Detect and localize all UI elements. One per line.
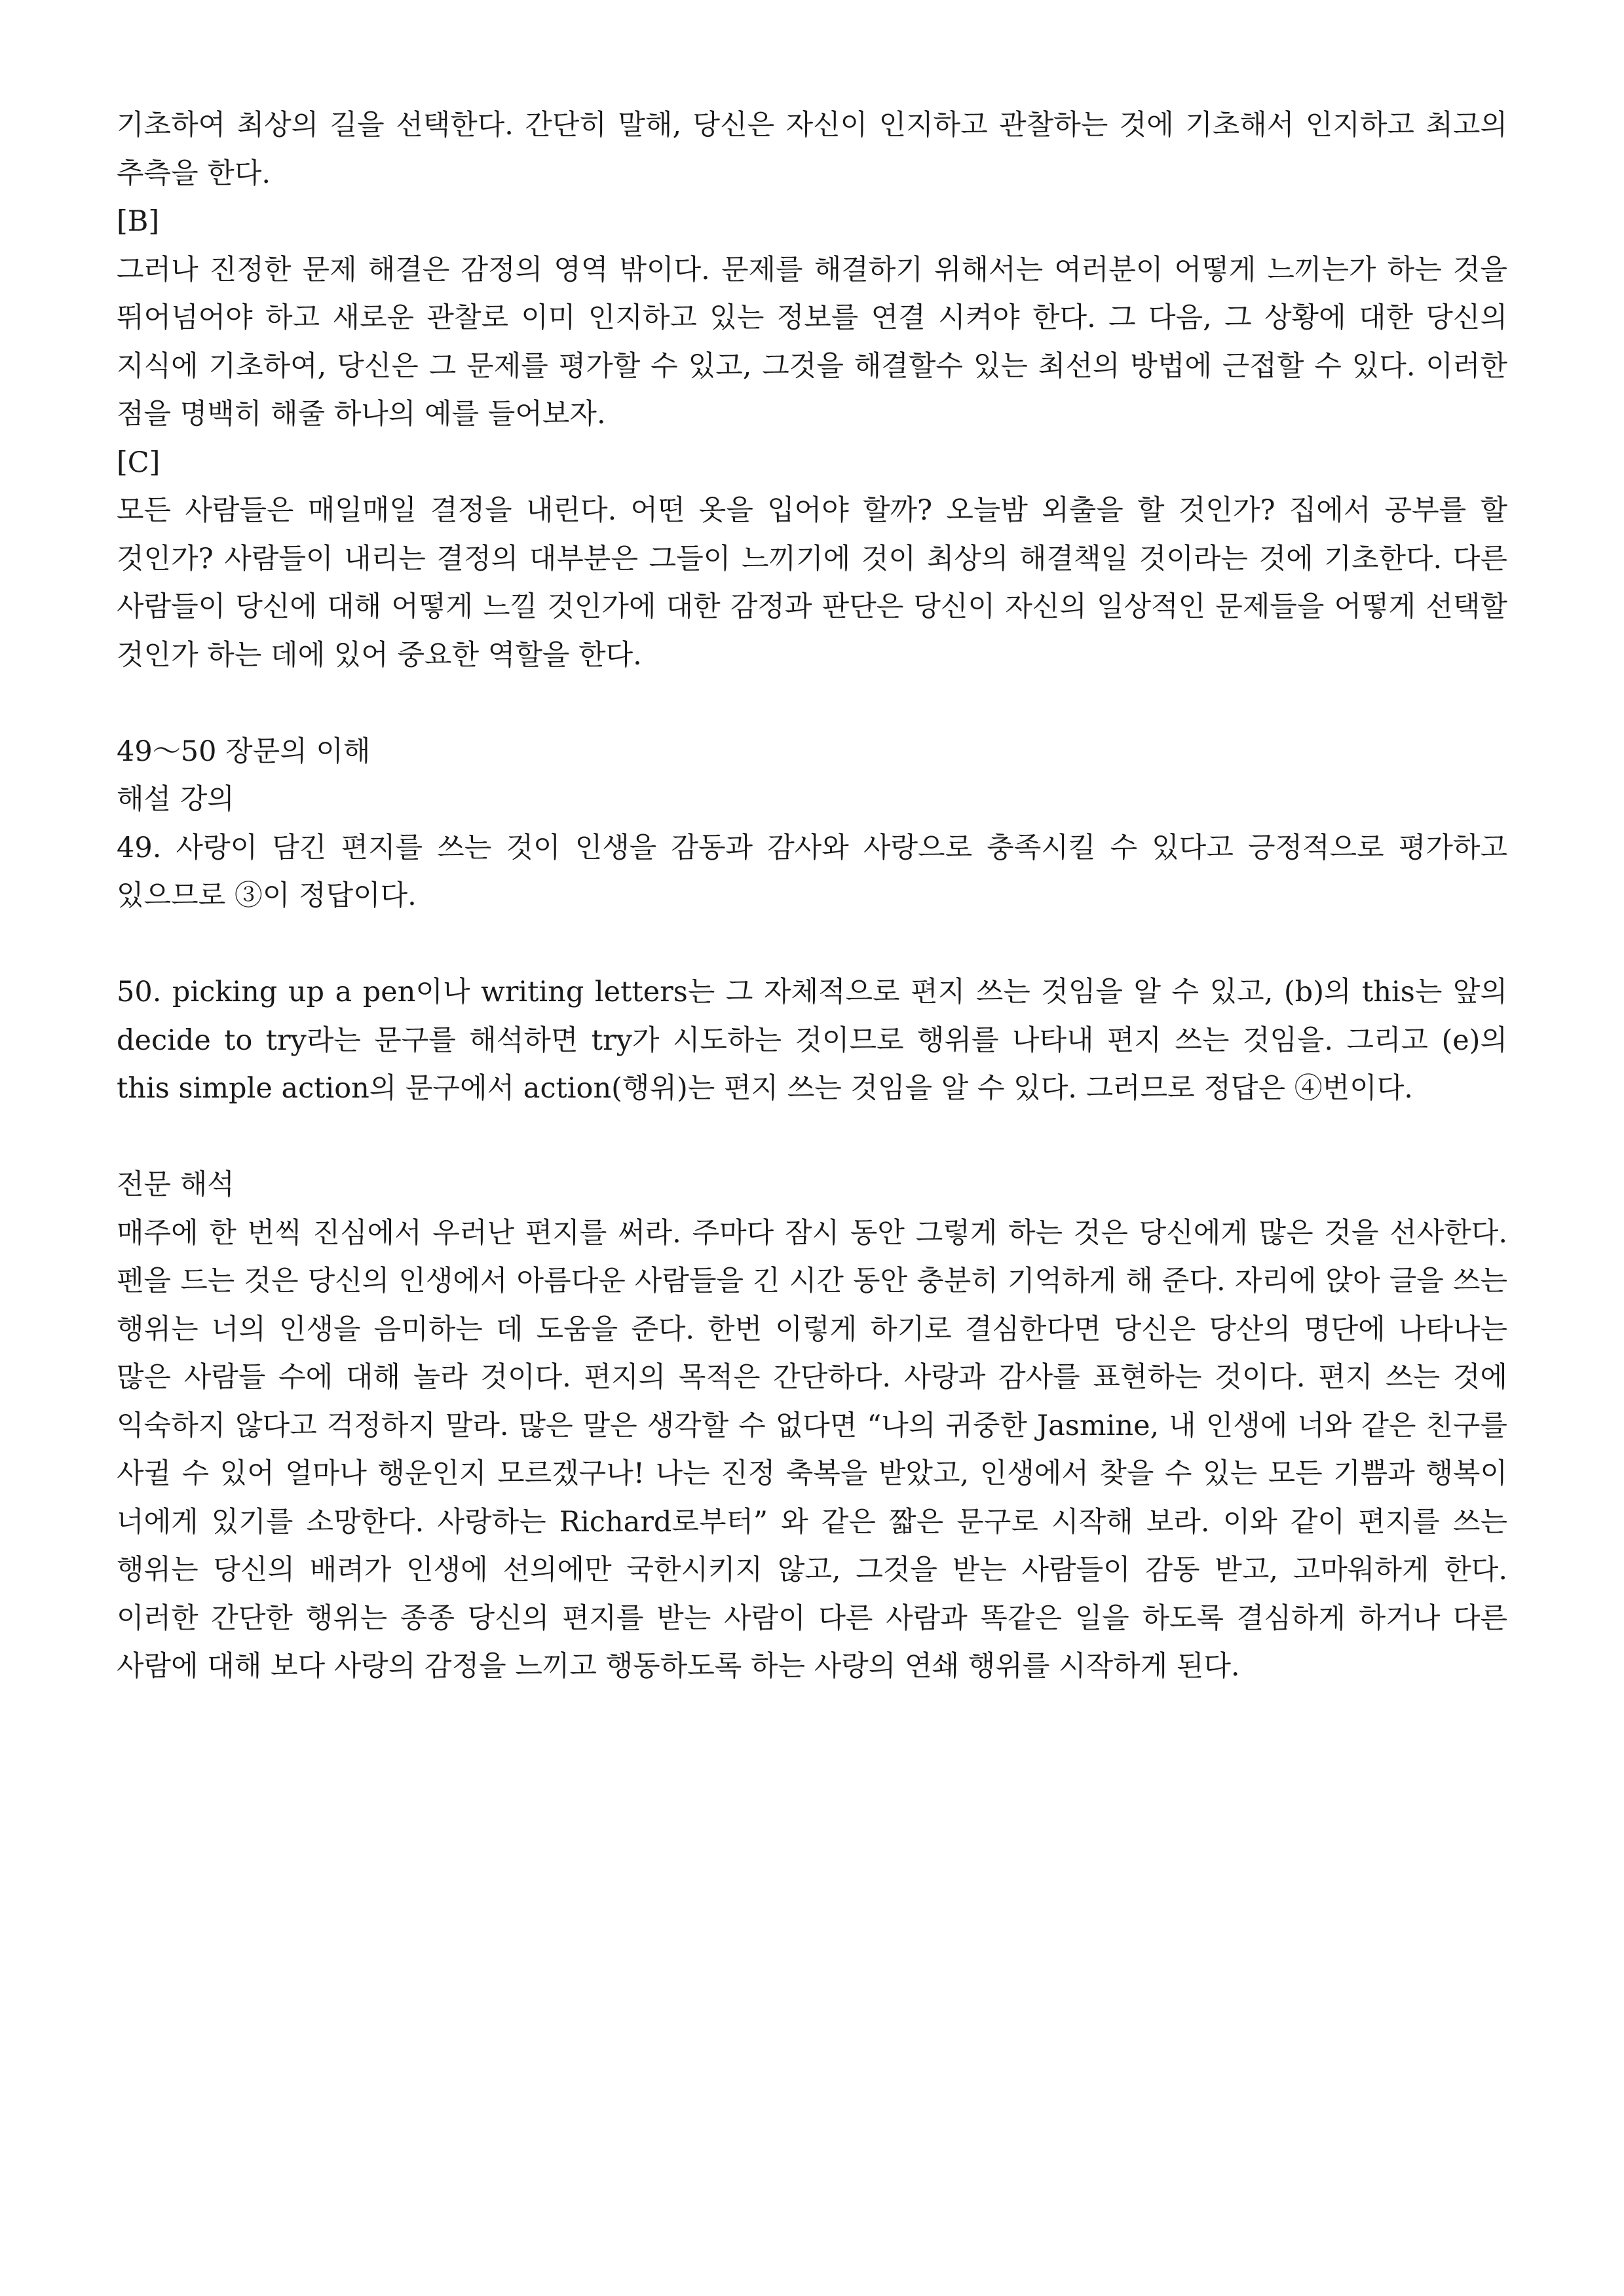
translation-paragraph: 매주에 한 번씩 진심에서 우러난 편지를 써라. 주마다 잠시 동안 그렇게 하는 것은 당신에게 많은 것을 선사한다. 펜을 드는 것은 당신의 인생에서 아름다운 사람들을 긴 시간 동안 충분히 기억하게 해 준다. 자리에 앉아 글을 쓰는 행위는 너의 인생을 음미하는 데 도움을 준다. 한번 이렇게 하기로 결심한다면 당신은 당산의 명단에 나타나는 많은 사람들 수에 대해 놀라 것이다. 편지의 목적은 간단하다. 사랑과 감사를 표현하는 것이다. 편지 쓰는 것에 익숙하지 않다고 걱정하지 말라. 많은 말은 생각할 수 없다면 “나의 귀중한 Jasmine, 내 인생에 너와 같은 친구를 사귈 수 있어 얼마나 행운인지 모르겠구나! 나는 진정 축복을 받았고, 인생에서 찾을 수 있는 모든 기쁨과 행복이 너에게 있기를 소망한다. 사랑하는 Richard로부터” 와 같은 짧은 문구로 시작해 보라. 이와 같이 편지를 쓰는 행위는 당신의 배려가 인생에 선의에만 국한시키지 않고, 그것을 받는 사람들이 감동 받고, 고마워하게 한다. 이러한 간단한 행위는 종종 당신의 편지를 받는 사람이 다른 사람과 똑같은 일을 하도록 결심하게 하거나 다른 사람에 대해 보다 사랑의 감정을 느끼고 행동하도록 하는 사랑의 연쇄 행위를 시작하게 된다.	[117, 1216, 1507, 1683]
spacer	[117, 1113, 1507, 1162]
section-b-label: [B]	[117, 205, 160, 238]
section-b-paragraph: 그러나 진정한 문제 해결은 감정의 영역 밖이다. 문제를 해결하기 위해서는 여러분이 어떻게 느끼는가 하는 것을 뛰어넘어야 하고 새로운 관찰로 이미 인지하고 있는 정보를 연결 시켜야 한다. 그 다음, 그 상황에 대한 당신의 지식에 기초하여, 당신은 그 문제를 평가할 수 있고, 그것을 해결할수 있는 최선의 방법에 근접할 수 있다. 이러한 점을 명백히 해줄 하나의 예를 들어보자.	[117, 253, 1507, 430]
section-heading-49-50: 49～50 장문의 이해	[117, 735, 371, 768]
answer-49-paragraph: 49. 사랑이 담긴 편지를 쓰는 것이 인생을 감동과 감사와 사랑으로 충족시킬 수 있다고 긍정적으로 평가하고 있으므로 ③이 정답이다.	[117, 831, 1507, 912]
spacer	[117, 921, 1507, 969]
document-page	[117, 102, 1507, 1691]
intro-paragraph: 기초하여 최상의 길을 선택한다. 간단히 말해, 당신은 자신이 인지하고 관찰하는 것에 기초해서 인지하고 최고의 추측을 한다.	[117, 109, 1507, 190]
translation-heading: 전문 해석	[117, 1168, 235, 1201]
spacer	[117, 679, 1507, 728]
section-subheading-commentary: 해설 강의	[117, 783, 235, 816]
answer-50-paragraph: 50. picking up a pen이나 writing letters는 그 자체적으로 편지 쓰는 것임을 알 수 있고, (b)의 this는 앞의 decide to try라는 문구를 해석하면 try가 시도하는 것이므로 행위를 나타내 편지 쓰는 것임을. 그리고 (e)의 this simple action의 문구에서 action(행위)는 편지 쓰는 것임을 알 수 있다. 그러므로 정답은 ④번이다.	[117, 976, 1507, 1105]
section-c-paragraph: 모든 사람들은 매일매일 결정을 내린다. 어떤 옷을 입어야 할까? 오늘밤 외출을 할 것인가? 집에서 공부를 할 것인가? 사람들이 내리는 결정의 대부분은 그들이 느끼기에 것이 최상의 해결책일 것이라는 것에 기초한다. 다른 사람들이 당신에 대해 어떻게 느낄 것인가에 대한 감정과 판단은 당신이 자신의 일상적인 문제들을 어떻게 선택할 것인가 하는 데에 있어 중요한 역할을 한다.	[117, 494, 1507, 672]
section-c-label: [C]	[117, 446, 161, 479]
